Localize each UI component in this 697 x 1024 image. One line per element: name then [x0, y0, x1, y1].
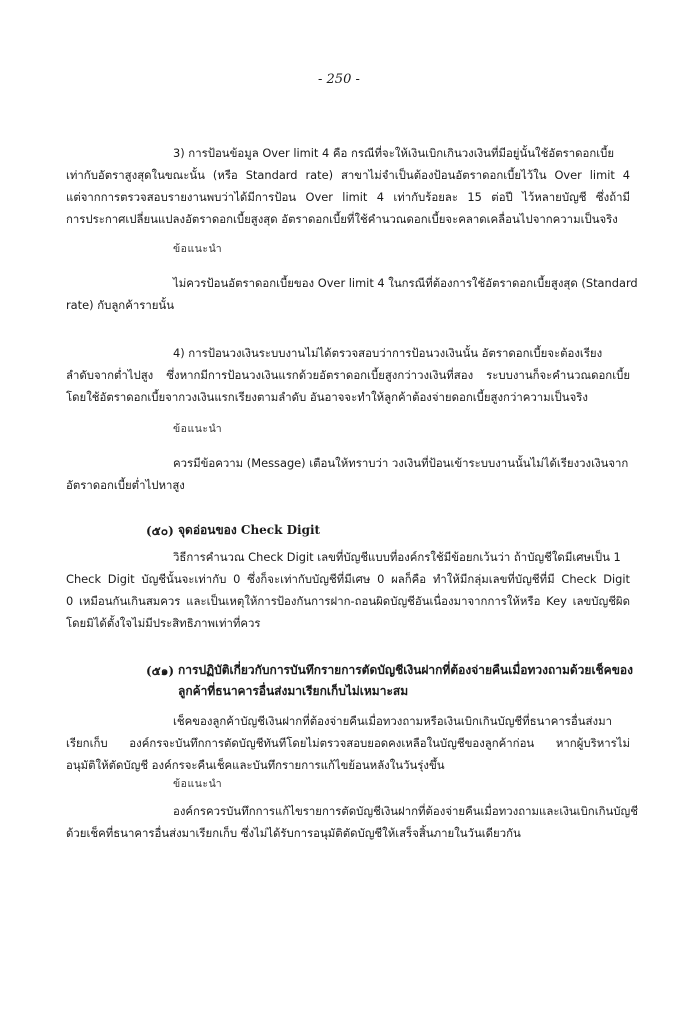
rec2-line-1: ควรมีข้อความ (Message) เตือนให้ทราบว่า วงเงินที่ป้อนเข้าระบบงานนั้นไม่ได้เรียงวงเงินจาก — [173, 456, 629, 470]
page-number: - 250 - — [318, 72, 360, 87]
sec51-line-3: อนุมัติให้ตัดบัญชี องค์กรจะคืนเช็คและบันทึกรายการแก้ไขย้อนหลังในวันรุ่งขึ้น — [66, 758, 445, 772]
section-50-number: (๕๐) — [146, 524, 174, 538]
rec3-line-1: องค์กรควรบันทึกการแก้ไขรายการตัดบัญชีเงินฝากที่ต้องจ่ายคืนเมื่อทวงถามและเงินเบิกเกินบัญชี — [173, 804, 638, 818]
sec51-line-1: เช็คของลูกค้าบัญชีเงินฝากที่ต้องจ่ายคืนเมื่อทวงถามหรือเงินเบิกเกินบัญชีที่ธนาคารอื่นส่งมา — [173, 714, 612, 728]
para3-line-3: แต่จากการตรวจสอบรายงานพบว่าได้มีการป้อน Over limit 4 เท่ากับร้อยละ 15 ต่อปี ไว้หลายบัญชี ซึ่งถ้ามี — [66, 190, 630, 204]
sec50-line-1: วิธีการคำนวณ Check Digit เลขที่บัญชีแบบที่องค์กรใช้มีข้อยกเว้นว่า ถ้าบัญชีใดมีเศษเป็น 1 — [173, 550, 621, 564]
sec50-line-3: 0 เหมือนกันเกินสมควร และเป็นเหตุให้การป้องกันการฝาก-ถอนผิดบัญชีอันเนื่องมาจากการให้หรือ Key เลขบัญชีผิด — [66, 594, 630, 608]
recommendation-label: ข้อแนะนำ — [173, 778, 223, 790]
rec1-line-2: rate) กับลูกค้ารายนั้น — [66, 298, 174, 312]
sec50-line-2: Check Digit บัญชีนั้นจะเท่ากับ 0 ซึ่งก็จะเท่ากับบัญชีที่มีเศษ 0 ผลก็คือ ทำให้มีกลุ่มเลขที่บัญชีที่มี Check Digit — [66, 572, 630, 586]
recommendation-label: ข้อแนะนำ — [173, 423, 223, 435]
rec2-line-2: อัตราดอกเบี้ยต่ำไปหาสูง — [66, 478, 185, 492]
rec1-line-1: ไม่ควรป้อนอัตราดอกเบี้ยของ Over limit 4 ในกรณีที่ต้องการใช้อัตราดอกเบี้ยสูงสุด (Standard — [173, 276, 638, 290]
para4-line-1: 4) การป้อนวงเงินระบบงานไม่ได้ตรวจสอบว่าการป้อนวงเงินนั้น อัตราดอกเบี้ยจะต้องเรียง — [173, 346, 603, 360]
section-51-heading-line-1: การปฏิบัติเกี่ยวกับการบันทึกรายการตัดบัญชีเงินฝากที่ต้องจ่ายคืนเมื่อทวงถามด้วยเช็คของ — [178, 663, 633, 677]
para4-line-3: โดยใช้อัตราดอกเบี้ยจากวงเงินแรกเรียงตามลำดับ อันอาจจะทำให้ลูกค้าต้องจ่ายดอกเบี้ยสูงกว่าความเป็นจริง — [66, 390, 588, 404]
sec51-line-2: เรียกเก็บ องค์กรจะบันทึกการตัดบัญชีทันทีโดยไม่ตรวจสอบยอดคงเหลือในบัญชีของลูกค้าก่อน หากผู้บริหารไม่ — [66, 736, 630, 750]
sec50-line-4: โดยมิได้ตั้งใจไม่มีประสิทธิภาพเท่าที่ควร — [66, 616, 261, 630]
section-50-heading: จุดอ่อนของ Check Digit — [178, 523, 321, 537]
para3-line-2: เท่ากับอัตราสูงสุดในขณะนั้น (หรือ Standard rate) สาขาไม่จำเป็นต้องป้อนอัตราดอกเบี้ยไว้ใน Over limit 4 — [66, 168, 630, 182]
para3-line-1: 3) การป้อนข้อมูล Over limit 4 คือ กรณีที่จะให้เงินเบิกเกินวงเงินที่มีอยู่นั้นใช้อัตราดอกเบี้ย — [173, 146, 615, 160]
para4-line-2: ลำดับจากต่ำไปสูง ซึ่งหากมีการป้อนวงเงินแรกด้วยอัตราดอกเบี้ยสูงกว่าวงเงินที่สอง ระบบงานก็จะคำนวณดอกเบี้ย — [66, 368, 630, 382]
recommendation-label: ข้อแนะนำ — [173, 243, 223, 255]
section-51-heading-line-2: ลูกค้าที่ธนาคารอื่นส่งมาเรียกเก็บไม่เหมาะสม — [178, 684, 409, 698]
para3-line-4: การประกาศเปลี่ยนแปลงอัตราดอกเบี้ยสูงสุด อัตราดอกเบี้ยที่ใช้คำนวณดอกเบี้ยจะคลาดเคลื่อนไปจากความเป็นจริง — [66, 212, 618, 226]
section-51-number: (๕๑) — [146, 664, 175, 678]
rec3-line-2: ด้วยเช็คที่ธนาคารอื่นส่งมาเรียกเก็บ ซึ่งไม่ได้รับการอนุมัติตัดบัญชีให้เสร็จสิ้นภายในวันเดียวกัน — [66, 826, 521, 840]
